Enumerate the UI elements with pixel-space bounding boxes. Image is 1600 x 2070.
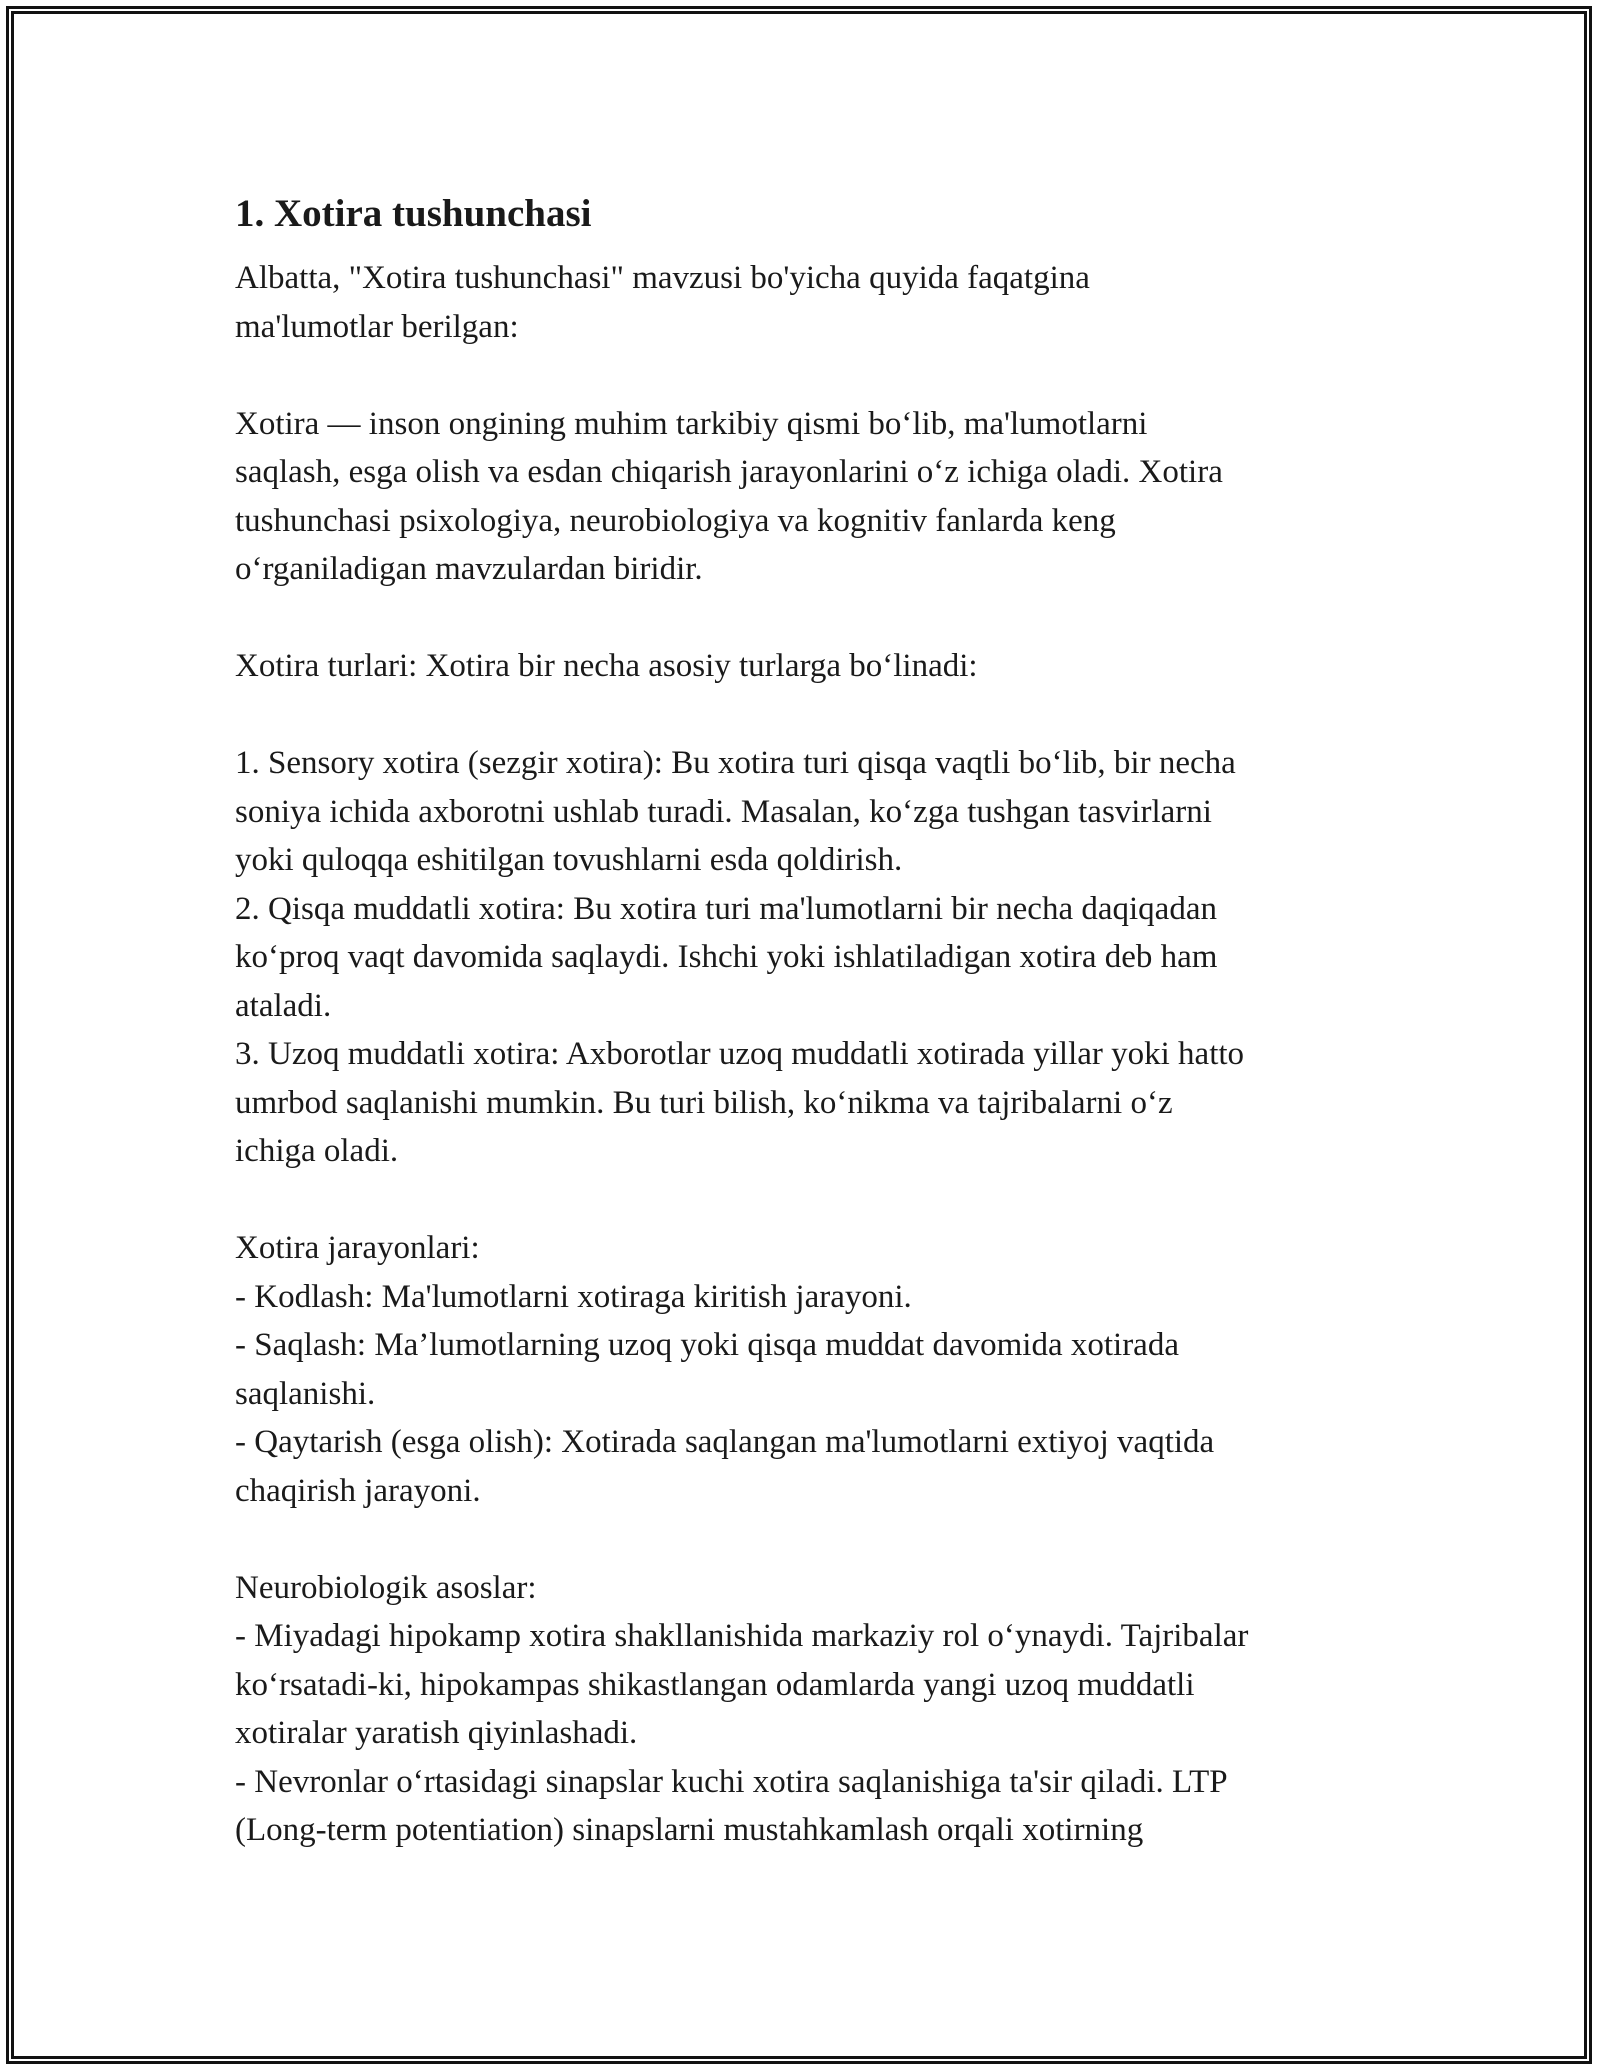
text-line: tushunchasi psixologiya, neurobiologiya va kognitiv fanlarda keng: [235, 502, 1116, 539]
document-body: [235, 188, 1385, 1855]
text-line: Xotira jarayonlari:: [235, 1230, 480, 1266]
text-line: saqlanishi.: [235, 1375, 376, 1412]
section-heading: 1. Xotira tushunchasi: [235, 192, 592, 235]
text-line: Xotira — inson ongining muhim tarkibiy qismi boʻlib, ma'lumotlarni: [235, 405, 1148, 442]
text-line: 2. Qisqa muddatli xotira: Bu xotira turi ma'lumotlarni bir necha daqiqadan: [235, 890, 1217, 927]
text-line: ichiga oladi.: [235, 1133, 399, 1169]
text-line: yoki quloqqa eshitilgan tovushlarni esda qoldirish.: [235, 842, 903, 878]
text-line: - Miyadagi hipokamp xotira shakllanishida markaziy rol oʻynaydi. Tajribalar: [235, 1618, 1249, 1654]
text-line: - Kodlash: Ma'lumotlarni xotiraga kiritish jarayoni.: [235, 1278, 912, 1315]
text-line: Xotira turlari: Xotira bir necha asosiy turlarga boʻlinadi:: [235, 648, 978, 684]
blank-line: [235, 594, 1385, 643]
text-line: - Qaytarish (esga olish): Xotirada saqlangan ma'lumotlarni extiyoj vaqtida: [235, 1424, 1215, 1460]
text-line: 1. Sensory xotira (sezgir xotira): Bu xotira turi qisqa vaqtli boʻlib, bir necha: [235, 745, 1236, 781]
text-line: soniya ichida axborotni ushlab turadi. Masalan, koʻzga tushgan tasvirlarni: [235, 793, 1212, 830]
text-line: (Long-term potentiation) sinapslarni mustahkamlash orqali xotirning: [235, 1812, 1144, 1848]
text-line: Neurobiologik asoslar:: [235, 1569, 537, 1606]
text-line: koʻrsatadi-ki, hipokampas shikastlangan odamlarda yangi uzoq muddatli: [235, 1666, 1195, 1703]
text-line: ma'lumotlar berilgan:: [235, 308, 519, 345]
blank-line: [235, 691, 1385, 740]
text-line: saqlash, esga olish va esdan chiqarish jarayonlarini oʻz ichiga oladi. Xotira: [235, 454, 1223, 490]
text-line: 3. Uzoq muddatli xotira: Axborotlar uzoq muddatli xotirada yillar yoki hatto: [235, 1036, 1245, 1072]
text-line: chaqirish jarayoni.: [235, 1472, 481, 1509]
blank-line: [235, 1515, 1385, 1564]
text-line: koʻproq vaqt davomida saqlaydi. Ishchi yoki ishlatiladigan xotira deb ham: [235, 939, 1218, 975]
blank-line: [235, 1176, 1385, 1225]
text-line: - Saqlash: Ma’lumotlarning uzoq yoki qisqa muddat davomida xotirada: [235, 1327, 1179, 1363]
text-line: oʻrganiladigan mavzulardan biridir.: [235, 551, 703, 587]
text-lines: [235, 254, 1385, 1855]
blank-line: [235, 351, 1385, 400]
text-line: Albatta, "Xotira tushunchasi" mavzusi bo'yicha quyida faqatgina: [235, 260, 1090, 296]
text-line: xotiralar yaratish qiyinlashadi.: [235, 1715, 638, 1751]
text-line: umrbod saqlanishi mumkin. Bu turi bilish, koʻnikma va tajribalarni oʻz: [235, 1084, 1173, 1121]
text-line: - Nevronlar oʻrtasidagi sinapslar kuchi xotira saqlanishiga ta'sir qiladi. LTP: [235, 1763, 1228, 1800]
text-line: ataladi.: [235, 987, 332, 1024]
